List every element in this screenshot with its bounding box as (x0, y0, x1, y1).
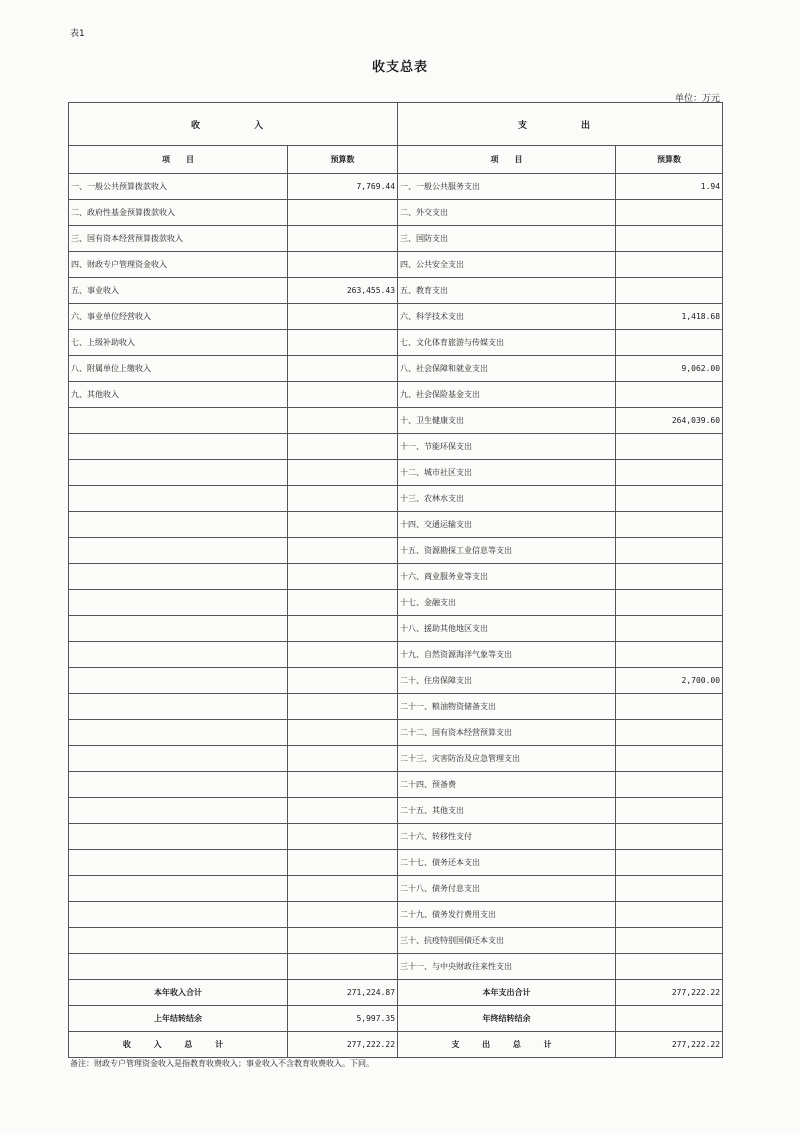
expense-amount-cell (616, 512, 723, 538)
income-item-cell: 七、上级补助收入 (69, 330, 288, 356)
income-summary-amount: 5,997.35 (288, 1006, 398, 1032)
unit-note: 单位：万元 (674, 94, 720, 104)
table-row (69, 200, 723, 226)
table-row (69, 330, 723, 356)
income-item-cell: 二、政府性基金预算拨款收入 (69, 200, 288, 226)
income-amount-cell (288, 304, 398, 330)
table-row (69, 382, 723, 408)
income-amount-cell (288, 252, 398, 278)
income-amount-cell (288, 434, 398, 460)
income-amount-cell (288, 928, 398, 954)
expense-amount-cell (616, 434, 723, 460)
expense-item-cell: 二十八、债务付息支出 (398, 876, 616, 902)
table-row (69, 304, 723, 330)
expense-summary-label: 支 出 总 计 (398, 1032, 616, 1058)
expense-summary-amount: 277,222.22 (616, 1032, 723, 1058)
expense-item-cell: 三十、抗疫特别国债还本支出 (398, 928, 616, 954)
expense-item-cell: 七、文化体育旅游与传媒支出 (398, 330, 616, 356)
income-item-cell (69, 642, 288, 668)
expense-amount-cell (616, 486, 723, 512)
income-item-cell: 六、事业单位经营收入 (69, 304, 288, 330)
carryover-row (69, 1006, 723, 1032)
expense-item-cell: 二十、住房保障支出 (398, 668, 616, 694)
expense-item-cell: 二十七、债务还本支出 (398, 850, 616, 876)
expense-summary-amount: 277,222.22 (616, 980, 723, 1006)
expense-section-header: 支 出 (398, 103, 723, 146)
expense-amount-cell (616, 278, 723, 304)
expense-item-cell: 九、社会保险基金支出 (398, 382, 616, 408)
table-row (69, 460, 723, 486)
expense-item-cell: 十七、金融支出 (398, 590, 616, 616)
table-row (69, 616, 723, 642)
table-row (69, 356, 723, 382)
income-amount-cell (288, 616, 398, 642)
expense-item-cell: 二十六、转移性支付 (398, 824, 616, 850)
table-row (69, 174, 723, 200)
income-amount-cell (288, 902, 398, 928)
expense-amount-cell: 264,039.60 (616, 408, 723, 434)
expense-amount-cell (616, 330, 723, 356)
expense-amount-cell (616, 954, 723, 980)
income-amount-cell (288, 720, 398, 746)
expense-amount-cell: 1.94 (616, 174, 723, 200)
budget-summary-table (68, 102, 723, 1058)
income-item-cell (69, 668, 288, 694)
income-amount-cell (288, 538, 398, 564)
income-amount-cell (288, 642, 398, 668)
expense-amount-cell (616, 200, 723, 226)
expense-item-cell: 十六、商业服务业等支出 (398, 564, 616, 590)
table-row (69, 278, 723, 304)
table-row (69, 668, 723, 694)
table-row (69, 876, 723, 902)
income-summary-label: 上年结转结余 (69, 1006, 288, 1032)
table-row (69, 408, 723, 434)
table-row (69, 694, 723, 720)
expense-summary-label: 本年支出合计 (398, 980, 616, 1006)
income-amount-cell: 263,455.43 (288, 278, 398, 304)
table-row (69, 564, 723, 590)
table-row (69, 902, 723, 928)
income-item-cell (69, 876, 288, 902)
income-amount-cell (288, 408, 398, 434)
section-header-row (69, 103, 723, 146)
income-amount-cell (288, 668, 398, 694)
income-item-cell (69, 616, 288, 642)
income-item-cell (69, 538, 288, 564)
income-item-cell (69, 928, 288, 954)
income-amount-cell (288, 694, 398, 720)
expense-amount-cell (616, 694, 723, 720)
expense-item-cell: 十四、交通运输支出 (398, 512, 616, 538)
income-amount-cell: 7,769.44 (288, 174, 398, 200)
expense-item-cell: 二、外交支出 (398, 200, 616, 226)
income-item-cell (69, 772, 288, 798)
income-item-cell (69, 954, 288, 980)
income-item-cell: 一、一般公共预算拨款收入 (69, 174, 288, 200)
income-summary-label: 收 入 总 计 (69, 1032, 288, 1058)
table-row (69, 720, 723, 746)
table-body (69, 174, 723, 980)
expense-amount-cell (616, 538, 723, 564)
page-title: 收支总表 (371, 60, 428, 75)
income-item-cell (69, 564, 288, 590)
table-number-label: 表1 (70, 29, 85, 39)
annual-total-row (69, 980, 723, 1006)
income-item-cell (69, 746, 288, 772)
expense-item-cell: 十九、自然资源海洋气象等支出 (398, 642, 616, 668)
income-amount-cell (288, 876, 398, 902)
income-amount-cell (288, 590, 398, 616)
expense-amount-cell (616, 590, 723, 616)
income-amount-cell (288, 226, 398, 252)
income-summary-amount: 271,224.87 (288, 980, 398, 1006)
table-row (69, 538, 723, 564)
income-item-cell: 三、国有资本经营预算拨款收入 (69, 226, 288, 252)
income-item-cell (69, 434, 288, 460)
expense-amount-cell: 1,418.68 (616, 304, 723, 330)
expense-item-cell: 十五、资源勘探工业信息等支出 (398, 538, 616, 564)
income-item-cell: 五、事业收入 (69, 278, 288, 304)
income-item-cell (69, 408, 288, 434)
expense-item-cell: 二十五、其他支出 (398, 798, 616, 824)
expense-item-cell: 六、科学技术支出 (398, 304, 616, 330)
expense-item-cell: 十三、农林水支出 (398, 486, 616, 512)
income-item-cell: 四、财政专户管理资金收入 (69, 252, 288, 278)
income-item-header: 项 目 (69, 146, 288, 174)
expense-amount-cell (616, 772, 723, 798)
table-row (69, 928, 723, 954)
income-amount-cell (288, 564, 398, 590)
income-amount-cell (288, 382, 398, 408)
income-item-cell (69, 720, 288, 746)
income-amount-cell (288, 746, 398, 772)
expense-item-cell: 五、教育支出 (398, 278, 616, 304)
table-row (69, 486, 723, 512)
expense-item-header: 项 目 (398, 146, 616, 174)
expense-item-cell: 二十九、债务发行费用支出 (398, 902, 616, 928)
table-row (69, 512, 723, 538)
table-row (69, 226, 723, 252)
income-amount-cell (288, 954, 398, 980)
expense-item-cell: 二十四、预备费 (398, 772, 616, 798)
expense-amount-cell (616, 720, 723, 746)
income-amount-cell (288, 486, 398, 512)
table-row (69, 434, 723, 460)
table-row (69, 590, 723, 616)
expense-item-cell: 八、社会保障和就业支出 (398, 356, 616, 382)
expense-item-cell: 一、一般公共服务支出 (398, 174, 616, 200)
income-item-cell (69, 590, 288, 616)
table-row (69, 954, 723, 980)
income-amount-cell (288, 330, 398, 356)
income-section-header: 收 入 (69, 103, 398, 146)
income-item-cell (69, 850, 288, 876)
expense-item-cell: 二十三、灾害防治及应急管理支出 (398, 746, 616, 772)
income-summary-amount: 277,222.22 (288, 1032, 398, 1058)
expense-item-cell: 十八、援助其他地区支出 (398, 616, 616, 642)
table-row (69, 850, 723, 876)
table-row (69, 642, 723, 668)
expense-item-cell: 四、公共安全支出 (398, 252, 616, 278)
income-item-cell (69, 486, 288, 512)
income-amount-cell (288, 512, 398, 538)
expense-budget-header: 预算数 (616, 146, 723, 174)
table-row (69, 746, 723, 772)
income-amount-cell (288, 850, 398, 876)
expense-item-cell: 二十一、粮油物资储备支出 (398, 694, 616, 720)
footnote: 备注：财政专户管理资金收入是指教育收费收入；事业收入不含教育收费收入。下同。 (70, 1059, 374, 1068)
expense-amount-cell (616, 460, 723, 486)
expense-amount-cell (616, 928, 723, 954)
expense-item-cell: 二十二、国有资本经营预算支出 (398, 720, 616, 746)
income-item-cell: 八、附属单位上缴收入 (69, 356, 288, 382)
expense-summary-amount (616, 1006, 723, 1032)
income-amount-cell (288, 772, 398, 798)
income-item-cell (69, 512, 288, 538)
expense-amount-cell (616, 902, 723, 928)
income-item-cell (69, 798, 288, 824)
income-amount-cell (288, 200, 398, 226)
table-row (69, 824, 723, 850)
income-item-cell (69, 694, 288, 720)
income-item-cell (69, 460, 288, 486)
table-row (69, 252, 723, 278)
expense-amount-cell (616, 798, 723, 824)
expense-amount-cell (616, 642, 723, 668)
expense-amount-cell (616, 616, 723, 642)
income-item-cell (69, 902, 288, 928)
expense-summary-label: 年终结转结余 (398, 1006, 616, 1032)
income-amount-cell (288, 798, 398, 824)
table-row (69, 798, 723, 824)
expense-amount-cell (616, 746, 723, 772)
expense-item-cell: 三、国防支出 (398, 226, 616, 252)
income-item-cell (69, 824, 288, 850)
income-amount-cell (288, 356, 398, 382)
income-item-cell: 九、其他收入 (69, 382, 288, 408)
income-summary-label: 本年收入合计 (69, 980, 288, 1006)
expense-amount-cell (616, 382, 723, 408)
expense-item-cell: 十、卫生健康支出 (398, 408, 616, 434)
income-budget-header: 预算数 (288, 146, 398, 174)
expense-item-cell: 十一、节能环保支出 (398, 434, 616, 460)
column-header-row (69, 146, 723, 174)
income-amount-cell (288, 460, 398, 486)
expense-amount-cell: 2,700.00 (616, 668, 723, 694)
expense-amount-cell (616, 876, 723, 902)
expense-item-cell: 三十一、与中央财政往来性支出 (398, 954, 616, 980)
expense-amount-cell (616, 252, 723, 278)
expense-amount-cell (616, 564, 723, 590)
expense-amount-cell (616, 226, 723, 252)
expense-amount-cell (616, 850, 723, 876)
income-amount-cell (288, 824, 398, 850)
grand-total-row (69, 1032, 723, 1058)
table-summary (69, 980, 723, 1058)
expense-item-cell: 十二、城市社区支出 (398, 460, 616, 486)
expense-amount-cell (616, 824, 723, 850)
table-row (69, 772, 723, 798)
expense-amount-cell: 9,062.00 (616, 356, 723, 382)
